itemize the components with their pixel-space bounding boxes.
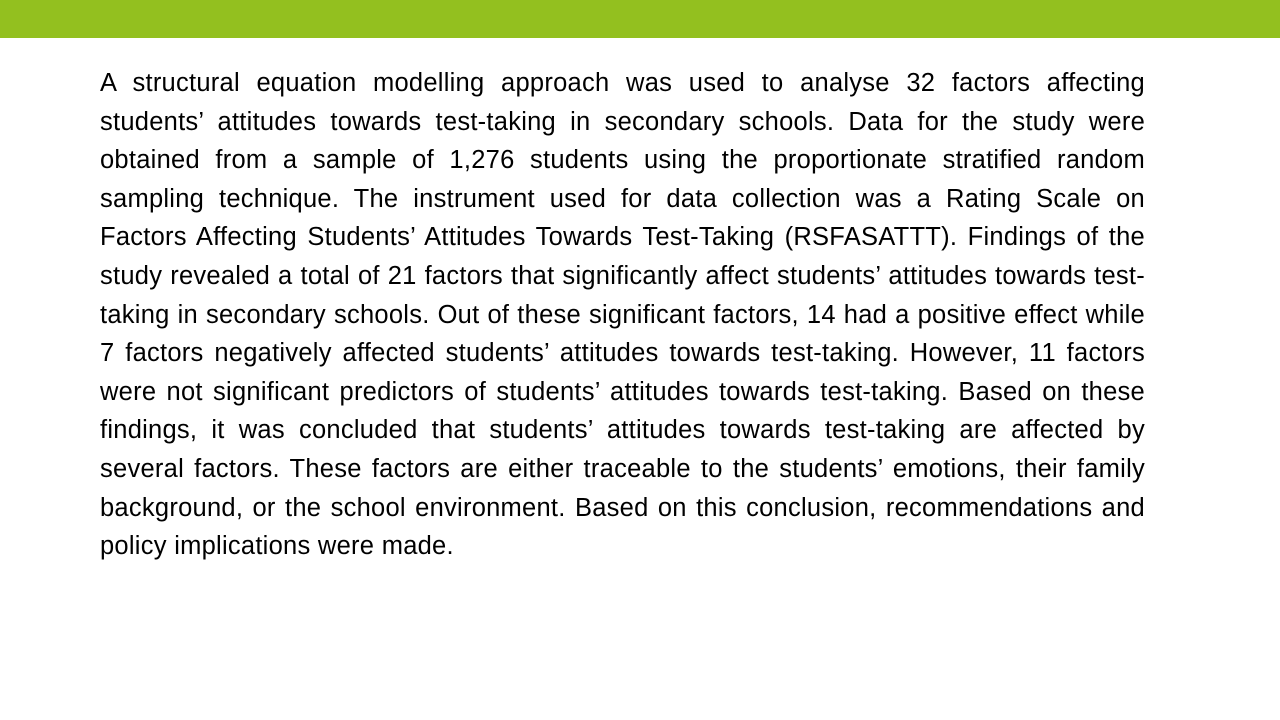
top-accent-bar <box>0 0 1280 38</box>
slide-body-text-block <box>100 64 1145 566</box>
abstract-paragraph: A structural equation modelling approach was used to analyse 32 factors affecting students’ attitudes towards test-taking in secondary schools. Data for the study were obtained from a sample of 1,276 students using the proportionate stratified random sampling technique. The instrument used for data collection was a Rating Scale on Factors Affecting Students’ Attitudes Towards Test-Taking (RSFASATTT). Findings of the study revealed a total of 21 factors that significantly affect students’ attitudes towards test-taking in secondary schools. Out of these significant factors, 14 had a positive effect while 7 factors negatively affected students’ attitudes towards test-taking. However, 11 factors were not significant predictors of students’ attitudes towards test-taking. Based on these findings, it was concluded that students’ attitudes towards test-taking are affected by several factors. These factors are either traceable to the students’ emotions, their family background, or the school environment. Based on this conclusion, recommendations and policy implications were made. <box>100 69 1145 561</box>
